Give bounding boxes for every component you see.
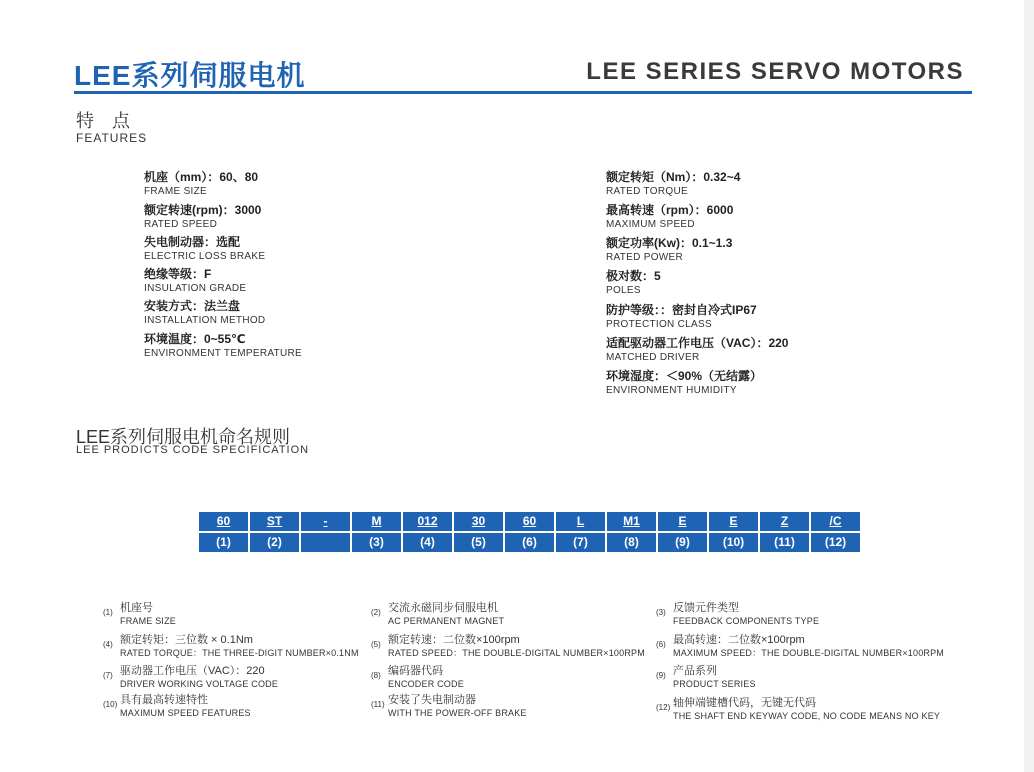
features-heading-cn: 特 点 bbox=[76, 111, 130, 131]
page-edge-shadow bbox=[1024, 0, 1034, 772]
spec-label-en: PROTECTION CLASS bbox=[606, 319, 712, 330]
code-spec-heading-cn: LEE系列伺服电机命名规则 bbox=[76, 427, 291, 447]
index-cell: (6) bbox=[505, 533, 554, 552]
spec-label-en: MATCHED DRIVER bbox=[606, 352, 700, 363]
spec-label-cn: 适配驱动器工作电压（VAC）：220 bbox=[606, 336, 789, 350]
note-number: (4) bbox=[103, 640, 113, 649]
code-cell bbox=[199, 512, 248, 531]
note-cn: 交流永磁同步伺服电机 bbox=[388, 602, 498, 614]
spec-installation-method bbox=[144, 299, 265, 327]
spec-label-en: INSTALLATION METHOD bbox=[144, 315, 266, 326]
spec-label-cn: 最高转速（rpm）：6000 bbox=[606, 203, 734, 217]
code-value: 30 bbox=[471, 514, 486, 528]
spec-label-en: ENVIRONMENT HUMIDITY bbox=[606, 385, 737, 396]
spec-label-cn: 绝缘等级：F bbox=[144, 267, 212, 281]
spec-environment-temperature bbox=[144, 332, 302, 360]
code-value: E bbox=[729, 514, 738, 528]
spec-protection-class bbox=[606, 303, 757, 331]
spec-label-cn: 额定转速(rpm)：3000 bbox=[144, 203, 262, 217]
note-number: (12) bbox=[656, 703, 671, 712]
spec-maximum-speed bbox=[606, 203, 733, 231]
note-en: FEEDBACK COMPONENTS TYPE bbox=[673, 616, 820, 626]
spec-environment-humidity bbox=[606, 369, 762, 397]
note-cn: 机座号 bbox=[120, 602, 153, 614]
note-en: RATED SPEED：THE DOUBLE-DIGITAL NUMBER×100RPM bbox=[388, 648, 645, 658]
code-value: E bbox=[678, 514, 687, 528]
code-value: L bbox=[576, 514, 585, 528]
spec-label-cn: 安装方式：法兰盘 bbox=[144, 299, 241, 313]
note-number: (3) bbox=[656, 608, 666, 617]
code-cell bbox=[301, 512, 350, 531]
spec-label-en: RATED TORQUE bbox=[606, 186, 688, 197]
note-number: (9) bbox=[656, 671, 666, 680]
code-spec-heading-en: LEE PRODICTS CODE SPECIFICATION bbox=[76, 444, 310, 456]
spec-label-cn: 机座（mm）：60、80 bbox=[144, 170, 259, 184]
note-en: MAXIMUM SPEED FEATURES bbox=[120, 708, 251, 718]
note-number: (8) bbox=[371, 671, 381, 680]
code-value: - bbox=[323, 514, 328, 528]
note-number: (7) bbox=[103, 671, 113, 680]
code-value: ST bbox=[266, 514, 283, 528]
note-cn: 反馈元件类型 bbox=[673, 602, 739, 614]
spec-rated-torque bbox=[606, 170, 740, 198]
spec-label-cn: 环境温度：0~55℃ bbox=[144, 332, 246, 346]
spec-electric-loss-brake bbox=[144, 235, 265, 263]
note-cn: 轴伸端键槽代码，无键无代码 bbox=[673, 697, 816, 709]
code-cell bbox=[760, 512, 809, 531]
code-cell bbox=[811, 512, 860, 531]
page-title-cn: LEE系列伺服电机 bbox=[74, 60, 306, 91]
note-en: RATED TORQUE：THE THREE-DIGIT NUMBER×0.1NM bbox=[120, 648, 359, 658]
spec-label-cn: 环境湿度：＜90%（无结露） bbox=[606, 369, 763, 383]
code-cell bbox=[403, 512, 452, 531]
spec-label-en: FRAME SIZE bbox=[144, 186, 208, 197]
spec-label-cn: 额定功率(Kw)：0.1~1.3 bbox=[606, 236, 733, 250]
code-value: 60 bbox=[216, 514, 231, 528]
spec-rated-speed bbox=[144, 203, 261, 231]
note-number: (2) bbox=[371, 608, 381, 617]
code-value: /C bbox=[829, 514, 842, 528]
code-cell bbox=[607, 512, 656, 531]
index-cell: (3) bbox=[352, 533, 401, 552]
index-cell: (1) bbox=[199, 533, 248, 552]
note-number: (10) bbox=[103, 700, 118, 709]
code-cell bbox=[556, 512, 605, 531]
note-number: (1) bbox=[103, 608, 113, 617]
index-cell: (7) bbox=[556, 533, 605, 552]
spec-label-en: INSULATION GRADE bbox=[144, 283, 247, 294]
spec-label-cn: 极对数：5 bbox=[606, 269, 661, 283]
note-en: THE SHAFT END KEYWAY CODE, NO CODE MEANS NO KEY bbox=[673, 711, 941, 721]
spec-label-cn: 额定转矩（Nm）：0.32~4 bbox=[606, 170, 741, 184]
spec-label-en: ELECTRIC LOSS BRAKE bbox=[144, 251, 266, 262]
code-value: M1 bbox=[623, 514, 640, 528]
note-cn: 最高转速：二位数×100rpm bbox=[673, 634, 805, 646]
index-cell: (4) bbox=[403, 533, 452, 552]
spec-label-en: RATED POWER bbox=[606, 252, 684, 263]
code-cell bbox=[709, 512, 758, 531]
spec-frame-size bbox=[144, 170, 258, 198]
model-code-table bbox=[197, 510, 862, 554]
spec-rated-power bbox=[606, 236, 732, 264]
index-cell: (12) bbox=[811, 533, 860, 552]
note-en: FRAME SIZE bbox=[120, 616, 177, 626]
spec-label-cn: 防护等级：：密封自冷式IP67 bbox=[606, 303, 757, 317]
page-title-en: LEE SERIES SERVO MOTORS bbox=[586, 58, 964, 85]
index-cell: (2) bbox=[250, 533, 299, 552]
spec-label-en: RATED SPEED bbox=[144, 219, 218, 230]
spec-insulation-grade bbox=[144, 267, 246, 295]
note-cn: 产品系列 bbox=[673, 665, 717, 677]
code-cell bbox=[250, 512, 299, 531]
note-cn: 安装了失电制动器 bbox=[388, 694, 476, 706]
note-number: (11) bbox=[371, 700, 385, 709]
code-value: M bbox=[371, 514, 382, 528]
index-cell: (9) bbox=[658, 533, 707, 552]
note-en: AC PERMANENT MAGNET bbox=[388, 616, 505, 626]
index-cell: (11) bbox=[760, 533, 809, 552]
spec-label-en: POLES bbox=[606, 285, 641, 296]
note-en: ENCODER CODE bbox=[388, 679, 464, 689]
spec-matched-driver bbox=[606, 336, 788, 364]
spec-label-en: MAXIMUM SPEED bbox=[606, 219, 695, 230]
note-cn: 编码器代码 bbox=[388, 665, 443, 677]
note-cn: 额定转矩：三位数 × 0.1Nm bbox=[120, 634, 253, 646]
index-cell: (10) bbox=[709, 533, 758, 552]
code-cell bbox=[352, 512, 401, 531]
note-number: (6) bbox=[656, 640, 666, 649]
note-cn: 具有最高转速特性 bbox=[120, 694, 208, 706]
spec-label-en: ENVIRONMENT TEMPERATURE bbox=[144, 348, 303, 359]
index-cell: (5) bbox=[454, 533, 503, 552]
index-cell bbox=[301, 533, 350, 552]
code-cell bbox=[454, 512, 503, 531]
spec-poles bbox=[606, 269, 661, 297]
features-heading-en: FEATURES bbox=[76, 131, 148, 145]
note-en: WITH THE POWER-OFF BRAKE bbox=[388, 708, 527, 718]
code-cell bbox=[658, 512, 707, 531]
code-row bbox=[199, 512, 860, 531]
title-divider bbox=[74, 91, 972, 94]
note-number: (5) bbox=[371, 640, 381, 649]
spec-label-cn: 失电制动器：选配 bbox=[144, 235, 241, 249]
index-row bbox=[199, 533, 860, 552]
note-en: PRODUCT SERIES bbox=[673, 679, 756, 689]
note-en: DRIVER WORKING VOLTAGE CODE bbox=[120, 679, 279, 689]
code-value: 012 bbox=[417, 514, 438, 528]
code-value: 60 bbox=[522, 514, 537, 528]
note-en: MAXIMUM SPEED：THE DOUBLE-DIGITAL NUMBER×100RPM bbox=[673, 648, 944, 658]
note-cn: 额定转速：二位数×100rpm bbox=[388, 634, 520, 646]
code-value: Z bbox=[780, 514, 789, 528]
code-cell bbox=[505, 512, 554, 531]
note-cn: 驱动器工作电压（VAC）：220 bbox=[120, 665, 265, 677]
index-cell: (8) bbox=[607, 533, 656, 552]
